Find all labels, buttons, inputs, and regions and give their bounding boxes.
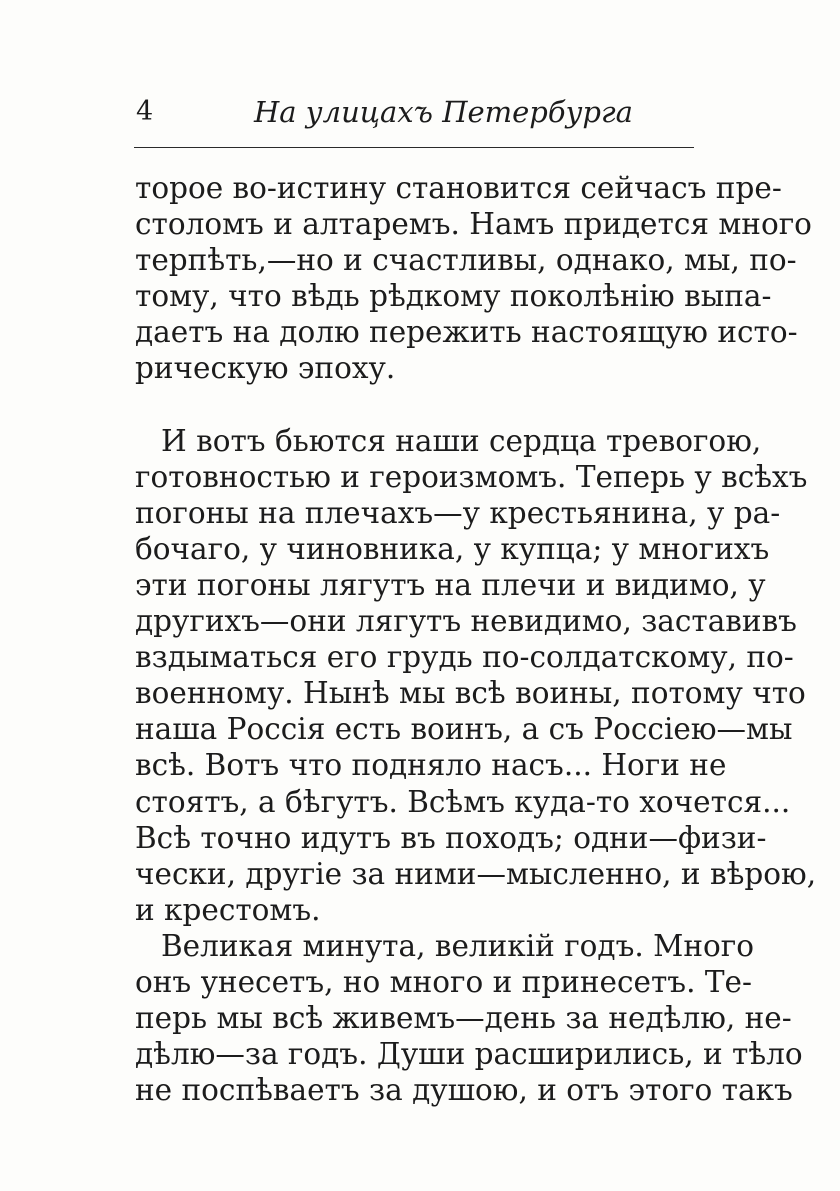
text-line: чески, другіе за ними—мысленно, и вѣрою, — [135, 856, 817, 891]
page-header — [134, 94, 694, 134]
body-text — [135, 170, 817, 1108]
text-line: онъ унесетъ, но много и принесетъ. Те- — [135, 964, 752, 999]
text-line: дѣлю—за годъ. Души расширились, и тѣло — [135, 1037, 803, 1072]
paragraph-gap — [135, 387, 695, 423]
header-rule — [134, 147, 694, 148]
text-line: эти погоны лягутъ на плечи и видимо, у — [135, 567, 766, 602]
running-title: На улицахъ Петербурга — [254, 95, 633, 129]
text-line: другихъ—они лягутъ невидимо, заставивъ — [135, 604, 797, 639]
text-line: столомъ и алтаремъ. Намъ придется много — [135, 207, 812, 242]
text-line: готовностью и героизмомъ. Теперь у всѣхъ — [135, 459, 808, 494]
text-line: стоятъ, а бѣгутъ. Всѣмъ куда-то хочется... — [135, 784, 791, 819]
text-line: военному. Нынѣ мы всѣ воины, потому что — [135, 676, 806, 711]
text-line: И вотъ бьются наши сердца тревогою, — [161, 423, 762, 458]
text-line: тому, что вѣдь рѣдкому поколѣнію выпа- — [135, 279, 772, 314]
text-line: торое во-истину становится сейчасъ пре- — [135, 171, 782, 205]
text-line: и крестомъ. — [135, 892, 321, 927]
text-line: бочаго, у чиновника, у купца; у многихъ — [135, 531, 770, 566]
text-line: наша Россія есть воинъ, а съ Россіею—мы — [135, 712, 793, 747]
text-line: Всѣ точно идутъ въ походъ; одни—физи- — [135, 820, 767, 855]
text-line: погоны на плечахъ—у крестьянина, у ра- — [135, 495, 781, 530]
text-line: вздыматься его грудь по-солдатскому, по- — [135, 640, 794, 675]
text-line: Великая минута, великій годъ. Много — [161, 928, 754, 963]
text-line: всѣ. Вотъ что подняло насъ... Ноги не — [135, 748, 727, 783]
page-number: 4 — [136, 96, 154, 127]
text-line: даетъ на долю пережить настоящую исто- — [135, 315, 798, 350]
text-line: рическую эпоху. — [135, 351, 396, 386]
text-line: терпѣть,—но и счастливы, однако, мы, по- — [135, 243, 797, 278]
text-line: перь мы всѣ живемъ—день за недѣлю, не- — [135, 1001, 792, 1036]
text-line: не поспѣваетъ за душою, и отъ этого такъ — [135, 1073, 793, 1108]
